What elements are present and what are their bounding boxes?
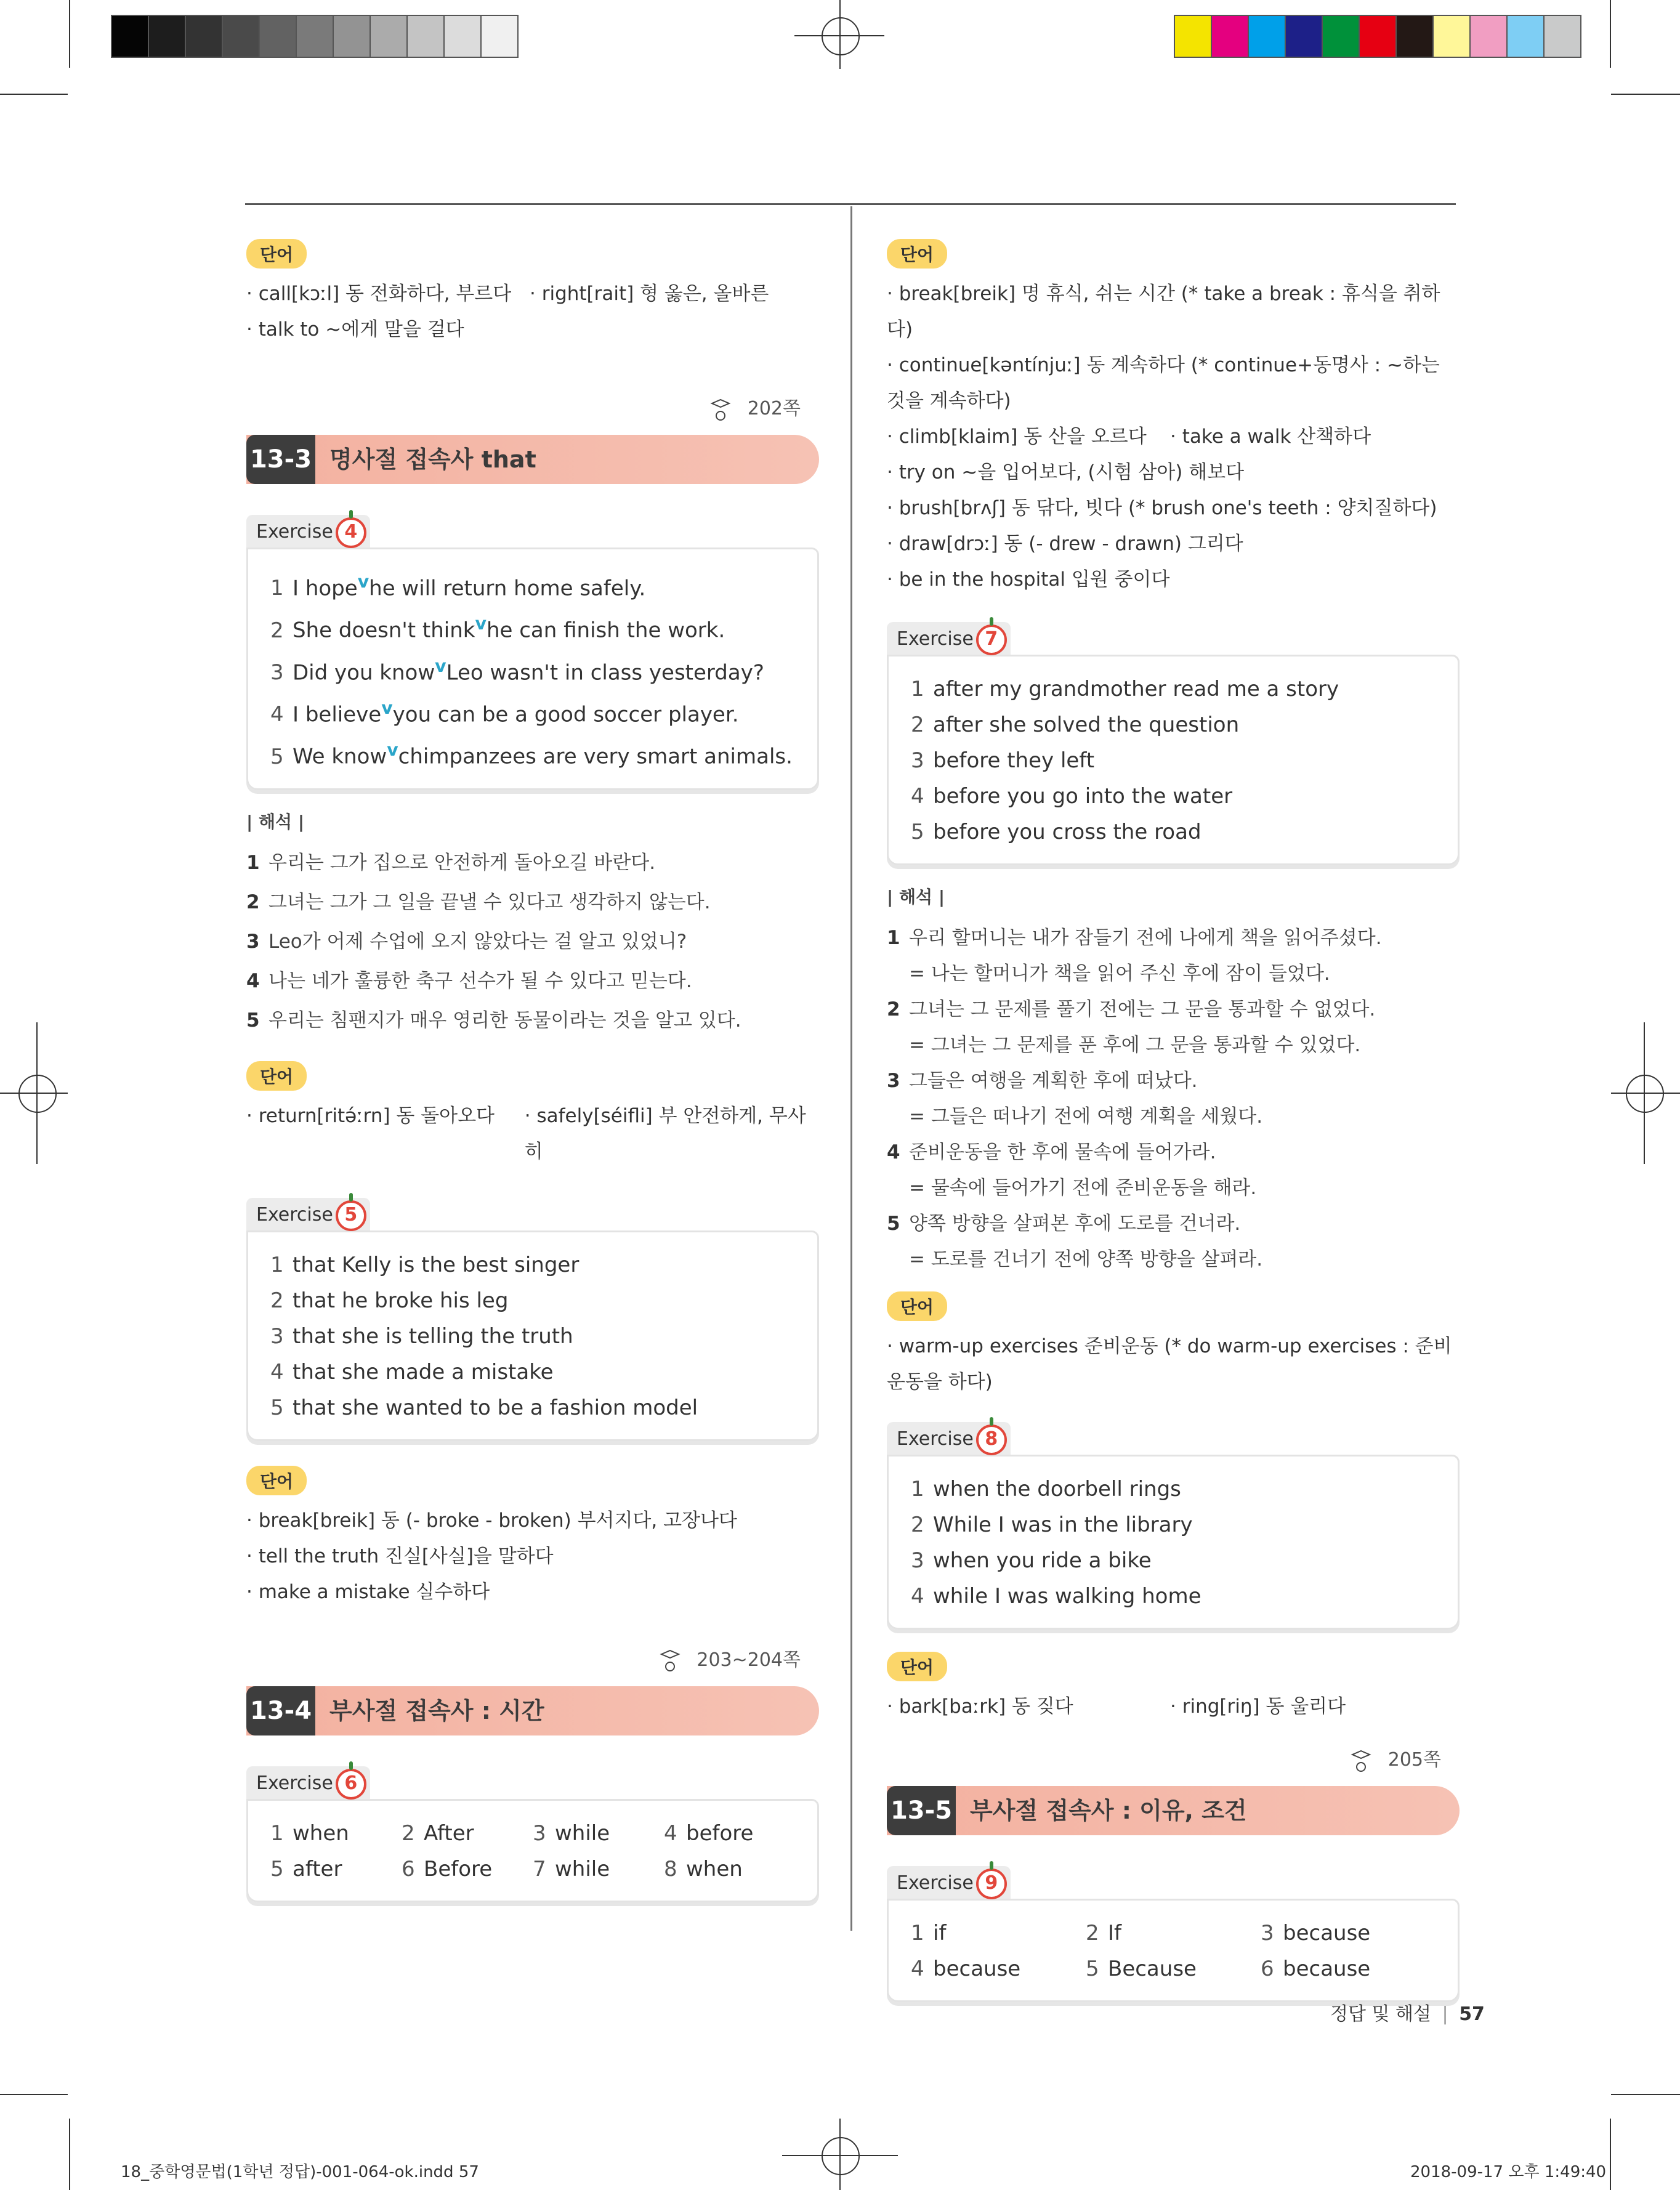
- exercise-number: 7: [976, 624, 1007, 655]
- registration-mark: [822, 17, 860, 55]
- registration-mark: [18, 1075, 57, 1113]
- answer-text: that she is telling the truth: [293, 1323, 573, 1349]
- exercise-number: 5: [336, 1200, 366, 1231]
- registration-mark: [839, 0, 841, 69]
- section-number: 13-5: [887, 1786, 956, 1835]
- exercise-number: 6: [336, 1769, 366, 1800]
- crop-mark: [69, 2119, 70, 2190]
- item-number: 1: [246, 851, 260, 874]
- answer-item: [664, 1851, 795, 1887]
- exercise-block: [246, 1760, 819, 1902]
- item-number: 3: [270, 660, 284, 685]
- exercise-label: Exercise: [897, 1428, 974, 1450]
- vocab-row: [887, 562, 1460, 597]
- translation-item: [887, 918, 1460, 990]
- insert-caret: v: [357, 572, 370, 592]
- book-icon: [1349, 1748, 1373, 1773]
- answer-item: [1261, 1951, 1436, 1987]
- answer-text: that he broke his leg: [293, 1288, 509, 1313]
- answer-text: when the doorbell rings: [933, 1477, 1181, 1501]
- left-column: [246, 239, 819, 1902]
- item-number: 3: [887, 1070, 900, 1092]
- exercise-label: Exercise: [897, 1872, 974, 1894]
- answer-text: that she wanted to be a fashion model: [293, 1395, 698, 1420]
- footer-separator: |: [1442, 2003, 1448, 2025]
- translation-item: [887, 990, 1460, 1061]
- item-number: 5: [1086, 1957, 1099, 1981]
- vocab-label: 단어: [887, 239, 947, 269]
- vocab-row: [887, 455, 1460, 490]
- exercise-block: [887, 1416, 1460, 1630]
- item-number: 1: [270, 1820, 284, 1846]
- color-swatch: [371, 16, 408, 57]
- page-reference: [1349, 1744, 1441, 1773]
- answer-text: after my grandmother read me a story: [933, 677, 1339, 701]
- translation-text: 나는 네가 훌륭한 축구 선수가 될 수 있다고 믿는다.: [269, 969, 692, 992]
- exercise-answers: [246, 1799, 819, 1902]
- registration-mark: [1626, 1075, 1664, 1113]
- vocab-list: [246, 1503, 819, 1610]
- answer-text: while: [555, 1856, 610, 1881]
- answer-text: while: [555, 1820, 610, 1846]
- item-number: 5: [270, 1856, 284, 1881]
- registration-mark: [822, 2137, 860, 2175]
- section-title: 명사절 접속사 that: [329, 446, 536, 473]
- vocab-item: · break[breik] 명 휴식, 쉬는 시간 (* take a break : 휴식을 취하다): [887, 283, 1440, 341]
- exercise-tab: [246, 1766, 370, 1799]
- answer-item: [911, 778, 1436, 814]
- vocab-box: [887, 239, 1460, 597]
- answer-item: [270, 1851, 402, 1887]
- section-header: [887, 1749, 1460, 1835]
- vocab-item: · take a walk 산책하다: [1170, 426, 1371, 448]
- item-number: 2: [246, 891, 260, 913]
- book-icon: [658, 1648, 682, 1673]
- answer-text: when: [686, 1856, 743, 1881]
- item-number: 5: [246, 1009, 260, 1032]
- item-number: 3: [533, 1820, 546, 1846]
- section-number: 13-3: [246, 435, 315, 484]
- translation-text: 준비운동을 한 후에 물속에 들어가라.: [909, 1141, 1216, 1163]
- vocab-list: [887, 1328, 1460, 1400]
- answer-item: [270, 1390, 795, 1426]
- color-bar: [1174, 15, 1581, 58]
- item-number: 1: [911, 677, 924, 701]
- vocab-item: · draw[drɔː] 동 (- drew - drawn) 그리다: [887, 533, 1243, 555]
- exercise-number: 9: [976, 1869, 1007, 1899]
- item-number: 2: [270, 1288, 284, 1313]
- page-reference-text: 203~204쪽: [697, 1649, 801, 1671]
- vocab-label: 단어: [246, 1466, 307, 1495]
- translation-item: [246, 843, 819, 883]
- vocab-item: · brush[brʌʃ] 동 닦다, 빗다 (* brush one's teeth : 양치질하다): [887, 497, 1437, 519]
- vocab-box: [246, 1061, 819, 1170]
- answer-item: [1261, 1915, 1436, 1951]
- color-swatch: [408, 16, 445, 57]
- exercise-block: [246, 1192, 819, 1441]
- answer-text: because: [1283, 1921, 1371, 1946]
- vocab-item: · bark[baːrk] 동 짖다: [887, 1695, 1073, 1718]
- insert-caret: v: [381, 697, 393, 718]
- translation-item: [887, 1061, 1460, 1133]
- insert-caret: v: [387, 740, 398, 761]
- item-number: 2: [911, 1513, 924, 1537]
- item-number: 6: [402, 1856, 415, 1881]
- vocab-label: 단어: [887, 1291, 947, 1321]
- vocab-box: [887, 1291, 1460, 1400]
- vocab-item: · continue[kəntínjuː] 동 계속하다 (* continue+동명사 : ~하는 것을 계속하다): [887, 354, 1440, 412]
- item-number: 3: [911, 1548, 924, 1573]
- print-file-name: 18_중학영문법(1학년 정답)-001-064-ok.indd 57: [121, 2163, 479, 2181]
- section-header: [246, 398, 819, 484]
- item-number: 1: [270, 576, 284, 601]
- vocab-box: [246, 1466, 819, 1675]
- vocab-list: [246, 276, 819, 347]
- item-number: 4: [270, 1359, 284, 1384]
- item-number: 5: [887, 1213, 900, 1235]
- exercise-label: Exercise: [256, 1772, 333, 1794]
- color-swatch: [482, 16, 517, 57]
- answer-text: If: [1108, 1921, 1121, 1946]
- color-swatch: [1286, 16, 1323, 57]
- vocab-list: [887, 276, 1460, 597]
- header-rule: [245, 203, 1456, 205]
- answer-text: that Kelly is the best singer: [293, 1252, 580, 1277]
- translation-text: 그들은 여행을 계획한 후에 떠났다.: [909, 1070, 1198, 1092]
- item-number: 1: [911, 1477, 924, 1501]
- answer-text: While I was in the library: [933, 1513, 1193, 1537]
- vocab-row: [887, 1689, 1460, 1724]
- vocab-row: [887, 1328, 1460, 1400]
- vocab-item: · warm-up exercises 준비운동 (* do warm-up exercises : 준비운동을 하다): [887, 1335, 1452, 1393]
- item-number: 4: [911, 784, 924, 809]
- answer-text: that she made a mistake: [293, 1359, 554, 1384]
- answer-item: [270, 732, 795, 774]
- crop-mark: [0, 2094, 68, 2095]
- exercise-tab: [887, 1866, 1011, 1899]
- answer-text: you can be a good soccer player.: [392, 702, 739, 727]
- answer-item: [402, 1851, 533, 1887]
- print-timestamp: 2018-09-17 오후 1:49:40: [1410, 2163, 1607, 2181]
- translation-list: [887, 918, 1460, 1275]
- translation-text: Leo가 어제 수업에 오지 않았다는 걸 알고 있었니?: [269, 930, 687, 953]
- vocab-label: 단어: [246, 1061, 307, 1091]
- item-number: 3: [911, 748, 924, 773]
- answer-text: when you ride a bike: [933, 1548, 1152, 1573]
- footer-section-label: 정답 및 해설: [1330, 2003, 1431, 2025]
- color-swatch: [1508, 16, 1545, 57]
- section-title: 부사절 접속사 : 이유, 조건: [970, 1797, 1247, 1824]
- color-swatch: [1397, 16, 1434, 57]
- section-number: 13-4: [246, 1686, 315, 1735]
- item-number: 1: [887, 927, 900, 949]
- registration-mark: [1611, 1093, 1680, 1094]
- answer-text: She doesn't think: [293, 618, 475, 643]
- page-footer: [1330, 1998, 1485, 2026]
- translation-item: [246, 883, 819, 922]
- color-swatch: [223, 16, 260, 57]
- color-swatch: [1471, 16, 1508, 57]
- answer-item: [911, 707, 1436, 743]
- translation-item: [246, 922, 819, 961]
- crop-mark: [1610, 0, 1611, 68]
- answer-text: Because: [1108, 1957, 1197, 1981]
- item-number: 5: [270, 1395, 284, 1420]
- book-icon: [708, 397, 733, 422]
- exercise-label: Exercise: [897, 628, 974, 650]
- vocab-label: 단어: [887, 1652, 947, 1681]
- vocab-item: · talk to ~에게 말을 걸다: [246, 318, 464, 341]
- answer-item: [533, 1816, 664, 1851]
- item-number: 4: [270, 702, 284, 727]
- answer-item: [911, 1578, 1436, 1614]
- answer-item: [911, 1543, 1436, 1578]
- answer-item: [911, 1471, 1436, 1507]
- translation-item: [887, 1204, 1460, 1275]
- answer-item: [402, 1816, 533, 1851]
- section-title: 부사절 접속사 : 시간: [329, 1697, 544, 1724]
- answer-text: he will return home safely.: [369, 576, 646, 601]
- vocab-item: · safely[séifli] 부 안전하게, 무사히: [524, 1104, 806, 1163]
- item-number: 2: [887, 998, 900, 1020]
- item-number: 2: [1086, 1921, 1099, 1946]
- answer-text: After: [424, 1820, 474, 1846]
- item-number: 2: [911, 713, 924, 737]
- answer-text: while I was walking home: [933, 1584, 1201, 1609]
- item-number: 2: [270, 618, 284, 643]
- answer-item: [270, 564, 795, 606]
- translation-text: 그녀는 그가 그 일을 끝낼 수 있다고 생각하지 않는다.: [269, 891, 711, 913]
- exercise-tab: [246, 515, 370, 548]
- crop-mark: [1610, 2119, 1611, 2190]
- vocab-row: [887, 347, 1460, 419]
- item-number: 5: [911, 820, 924, 844]
- vocab-row: [246, 1503, 819, 1538]
- exercise-number: 4: [336, 517, 366, 548]
- vocab-item: · make a mistake 실수하다: [246, 1580, 490, 1603]
- answer-item: [270, 1319, 795, 1354]
- color-swatch: [297, 16, 334, 57]
- exercise-block: [887, 616, 1460, 865]
- answer-text: chimpanzees are very smart animals.: [398, 744, 793, 769]
- vocab-row: [887, 490, 1460, 526]
- answer-item: [911, 814, 1436, 850]
- color-swatch: [1175, 16, 1212, 57]
- answer-item: [664, 1816, 795, 1851]
- page-reference: [658, 1644, 801, 1673]
- column-divider: [850, 206, 852, 1931]
- exercise-answers: [887, 655, 1460, 865]
- right-column: [887, 239, 1460, 2002]
- answer-text: before they left: [933, 748, 1095, 773]
- answer-item: [270, 1354, 795, 1390]
- translation-paraphrase: = 그들은 떠나기 전에 여행 계획을 세웠다.: [909, 1105, 1263, 1128]
- registration-mark: [839, 2119, 841, 2190]
- answer-item: [911, 1507, 1436, 1543]
- item-number: 1: [270, 1252, 284, 1277]
- translation-item: [246, 961, 819, 1001]
- color-swatch: [1545, 16, 1580, 57]
- section-header: [246, 1649, 819, 1735]
- item-number: 3: [246, 930, 260, 953]
- vocab-row: [887, 419, 1460, 455]
- color-swatch: [1360, 16, 1397, 57]
- translation-list: [246, 843, 819, 1040]
- translation-text: 우리는 침팬지가 매우 영리한 동물이라는 것을 알고 있다.: [269, 1009, 741, 1032]
- item-number: 5: [270, 744, 284, 769]
- translation-label: | 해석 |: [887, 887, 945, 907]
- answer-text: he can finish the work.: [486, 618, 725, 643]
- vocab-item: · try on ~을 입어보다, (시험 삼아) 해보다: [887, 461, 1245, 483]
- item-number: 8: [664, 1856, 677, 1881]
- answer-text: after: [293, 1856, 342, 1881]
- exercise-tab: [887, 1422, 1011, 1455]
- page-reference-text: 202쪽: [747, 398, 801, 419]
- exercise-tab: [887, 622, 1011, 655]
- answer-item: [270, 1816, 402, 1851]
- answer-item: [911, 1951, 1086, 1987]
- crop-mark: [69, 0, 70, 68]
- exercise-label: Exercise: [256, 1203, 333, 1226]
- answer-item: [270, 649, 795, 690]
- color-swatch: [334, 16, 371, 57]
- color-swatch: [1323, 16, 1360, 57]
- answer-item: [1086, 1915, 1261, 1951]
- exercise-answers: [887, 1899, 1460, 2002]
- color-swatch: [112, 16, 149, 57]
- item-number: 6: [1261, 1957, 1274, 1981]
- exercise-number: 8: [976, 1424, 1007, 1455]
- answer-text: We know: [293, 744, 387, 769]
- item-number: 4: [246, 969, 260, 992]
- color-swatch: [186, 16, 223, 57]
- vocab-item: · break[breik] 동 (- broke - broken) 부서지다, 고장나다: [246, 1509, 737, 1532]
- translation-text: 우리 할머니는 내가 잠들기 전에 나에게 책을 읽어주셨다.: [909, 927, 1382, 949]
- crop-mark: [1611, 2094, 1680, 2095]
- vocab-row: [887, 276, 1460, 347]
- answer-item: [911, 671, 1436, 707]
- answer-item: [270, 1247, 795, 1283]
- translation-text: 우리는 그가 집으로 안전하게 돌아오길 바란다.: [269, 851, 656, 874]
- answer-text: after she solved the question: [933, 713, 1240, 737]
- vocab-row: [246, 1538, 819, 1574]
- item-number: 3: [270, 1323, 284, 1349]
- translation-text: 그녀는 그 문제를 풀기 전에는 그 문을 통과할 수 없었다.: [909, 998, 1376, 1020]
- answer-text: before you cross the road: [933, 820, 1201, 844]
- exercise-answers: [887, 1455, 1460, 1630]
- page-number: 57: [1459, 2003, 1485, 2025]
- exercise-tab: [246, 1198, 370, 1230]
- answer-item: [270, 1283, 795, 1319]
- answer-text: Leo wasn't in class yesterday?: [446, 660, 764, 685]
- answer-text: when: [293, 1820, 349, 1846]
- registration-mark: [1644, 1022, 1645, 1164]
- insert-caret: v: [475, 613, 487, 634]
- insert-caret: v: [435, 655, 446, 676]
- vocab-item: · tell the truth 진실[사실]을 말하다: [246, 1545, 554, 1567]
- item-number: 7: [533, 1856, 546, 1881]
- answer-text: Did you know: [293, 660, 435, 685]
- page-reference-text: 205쪽: [1387, 1749, 1441, 1771]
- color-swatch: [445, 16, 482, 57]
- color-swatch: [1434, 16, 1471, 57]
- vocab-item: · be in the hospital 입원 중이다: [887, 568, 1170, 591]
- exercise-answers: [246, 548, 819, 790]
- item-number: 4: [887, 1141, 900, 1163]
- answer-text: because: [1283, 1957, 1371, 1981]
- crop-mark: [1611, 94, 1680, 95]
- answer-item: [270, 606, 795, 648]
- vocab-item: · return[ritə́ːrn] 동 돌아오다: [246, 1104, 495, 1127]
- exercise-block: [887, 1860, 1460, 2002]
- answer-item: [270, 690, 795, 732]
- color-swatch: [1212, 16, 1249, 57]
- vocab-item: · climb[klaim] 동 산을 오르다: [887, 426, 1147, 448]
- translation-label: | 해석 |: [246, 811, 305, 832]
- item-number: 4: [911, 1957, 924, 1981]
- item-number: 4: [664, 1820, 677, 1846]
- answer-text: before: [686, 1820, 754, 1846]
- crop-mark: [0, 94, 68, 95]
- vocab-row: [246, 1574, 819, 1610]
- vocab-row: [246, 1098, 819, 1170]
- vocab-row: [246, 312, 819, 347]
- translation-item: [887, 1133, 1460, 1204]
- exercise-block: [246, 509, 819, 790]
- answer-item: [1086, 1951, 1261, 1987]
- vocab-list: [887, 1689, 1460, 1724]
- answer-text: I hope: [293, 576, 358, 601]
- item-number: 4: [911, 1584, 924, 1609]
- vocab-label: 단어: [246, 239, 307, 269]
- answer-item: [533, 1851, 664, 1887]
- grayscale-bar: [111, 15, 519, 58]
- item-number: 3: [1261, 1921, 1274, 1946]
- answer-item: [911, 1915, 1086, 1951]
- page-reference: [708, 393, 801, 422]
- color-swatch: [260, 16, 297, 57]
- registration-mark: [0, 1093, 68, 1094]
- answer-text: Before: [424, 1856, 493, 1881]
- exercise-label: Exercise: [256, 521, 333, 543]
- color-swatch: [149, 16, 186, 57]
- color-swatch: [1249, 16, 1286, 57]
- item-number: 2: [402, 1820, 415, 1846]
- registration-mark: [36, 1022, 38, 1164]
- translation-item: [246, 1001, 819, 1040]
- answer-text: if: [933, 1921, 947, 1946]
- translation-text: 양쪽 방향을 살펴본 후에 도로를 건너라.: [909, 1213, 1241, 1235]
- vocab-list: [246, 1098, 819, 1170]
- answer-text: I believe: [293, 702, 382, 727]
- vocab-item: · right[rait] 형 옳은, 올바른: [530, 283, 769, 305]
- answer-text: because: [933, 1957, 1021, 1981]
- vocab-row: [246, 276, 819, 312]
- translation-paraphrase: = 그녀는 그 문제를 푼 후에 그 문을 통과할 수 있었다.: [909, 1034, 1361, 1056]
- exercise-answers: [246, 1230, 819, 1441]
- translation-paraphrase: = 도로를 건너기 전에 양쪽 방향을 살펴라.: [909, 1248, 1263, 1271]
- vocab-item: · call[kɔːl] 동 전화하다, 부르다: [246, 283, 512, 305]
- answer-text: before you go into the water: [933, 784, 1233, 809]
- vocab-row: [887, 526, 1460, 562]
- vocab-item: · ring[riŋ] 동 울리다: [1170, 1695, 1346, 1718]
- answer-item: [911, 743, 1436, 778]
- translation-paraphrase: = 물속에 들어가기 전에 준비운동을 해라.: [909, 1177, 1257, 1199]
- translation-paraphrase: = 나는 할머니가 책을 읽어 주신 후에 잠이 들었다.: [909, 963, 1330, 985]
- item-number: 1: [911, 1921, 924, 1946]
